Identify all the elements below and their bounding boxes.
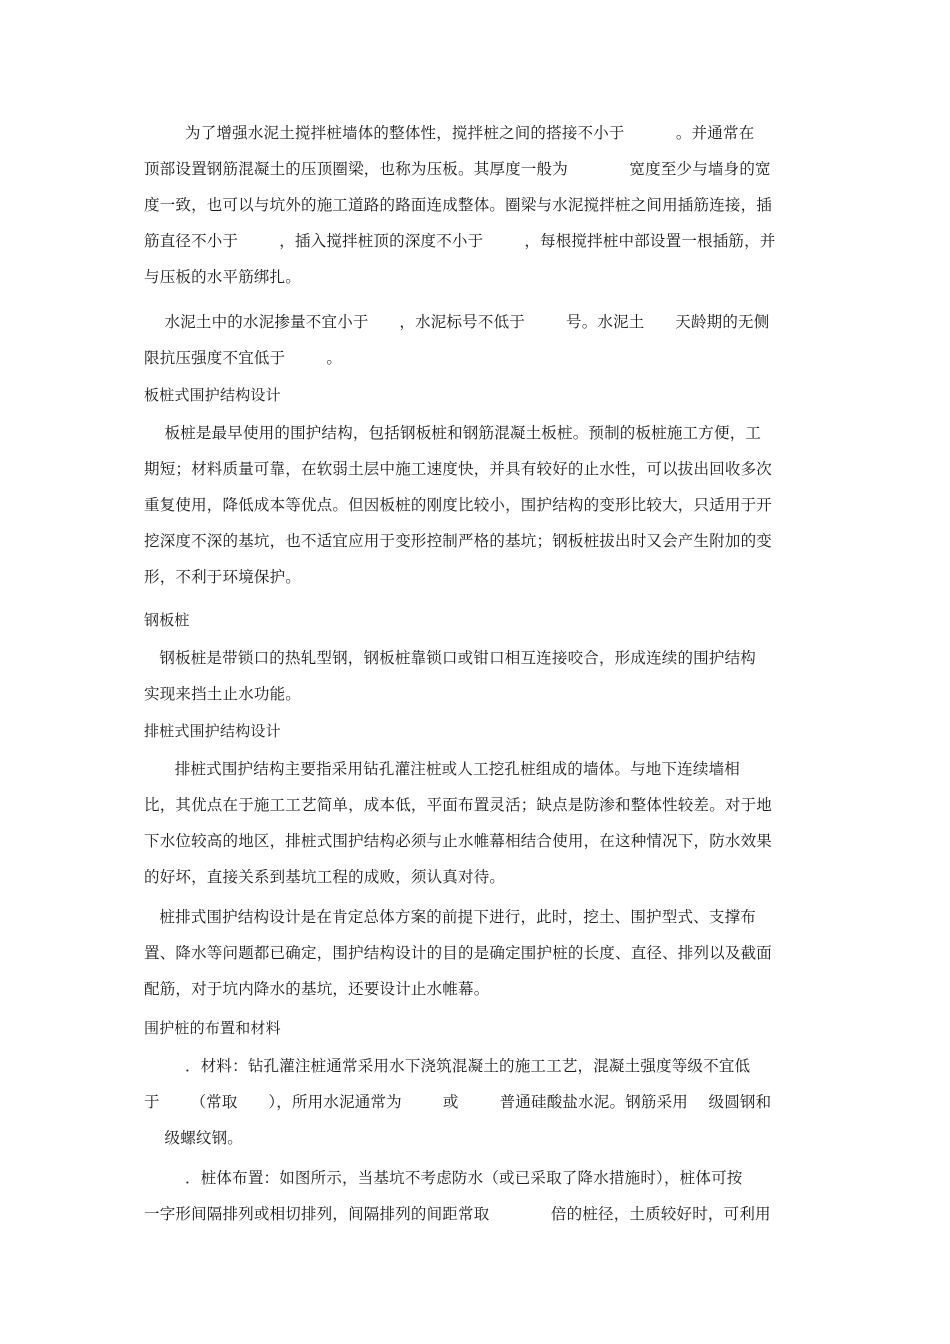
section-heading: 排桩式围护结构设计 xyxy=(144,722,281,740)
paragraph-line: 为了增强水泥土搅拌桩墙体的整体性，搅拌桩之间的搭接不小于 。并通常在 xyxy=(144,124,755,142)
paragraph-line: 挖深度不深的基坑，也不适宜应用于变形控制严格的基坑；钢板桩拔出时又会产生附加的变 xyxy=(144,532,773,550)
paragraph-line: 于 （常取 ），所用水泥通常为 或 普通硅酸盐水泥。钢筋采用 级圆钢和 xyxy=(144,1093,772,1111)
paragraph-line: 实现来挡土止水功能。 xyxy=(144,685,302,703)
paragraph-line: 钢板桩是带锁口的热轧型钢，钢板桩靠锁口或钳口相互连接咬合，形成连续的围护结构 xyxy=(144,649,756,667)
section-heading: 板桩式围护结构设计 xyxy=(144,386,281,404)
paragraph-line: 期短；材料质量可靠，在软弱土层中施工速度快，并具有较好的止水性，可以拔出回收多次 xyxy=(144,460,773,478)
paragraph-line: 配筋，对于坑内降水的基坑，还要设计止水帷幕。 xyxy=(144,980,490,998)
paragraph-line: 的好坏，直接关系到基坑工程的成败，须认真对待。 xyxy=(144,868,506,886)
paragraph-line: 形，不利于环境保护。 xyxy=(144,568,302,586)
paragraph-line: 置、降水等问题都已确定，围护结构设计的目的是确定围护桩的长度、直径、排列以及截面 xyxy=(144,944,773,962)
paragraph-line: 筋直径不小于 ，插入搅拌桩顶的深度不小于 ，每根搅拌桩中部设置一根插筋，并 xyxy=(144,232,776,250)
paragraph-line: 比，其优点在于施工工艺简单，成本低，平面布置灵活；缺点是防渗和整体性较差。对于地 xyxy=(144,796,773,814)
paragraph-line: 重复使用，降低成本等优点。但因板桩的刚度比较小，围护结构的变形比较大，只适用于开 xyxy=(144,496,773,514)
paragraph-line: 水泥土中的水泥掺量不宜小于 ，水泥标号不低于 号。水泥土 天龄期的无侧 xyxy=(144,313,770,331)
paragraph-line: 顶部设置钢筋混凝土的压顶圈梁，也称为压板。其厚度一般为 宽度至少与墙身的宽 xyxy=(144,160,771,178)
section-heading: 钢板桩 xyxy=(144,611,190,629)
paragraph-line: 桩排式围护结构设计是在肯定总体方案的前提下进行，此时，挖土、围护型式、支撑布 xyxy=(144,908,756,926)
paragraph-line: 与压板的水平筋绑扎。 xyxy=(144,268,302,286)
paragraph-line: 排桩式围护结构主要指采用钻孔灌注桩或人工挖孔桩组成的墙体。与地下连续墙相 xyxy=(144,760,740,778)
paragraph-line: 一字形间隔排列或相切排列，间隔排列的间距常取 倍的桩径，土质较好时，可利用 xyxy=(144,1205,771,1223)
paragraph-line: 度一致，也可以与坑外的施工道路的路面连成整体。圈梁与水泥搅拌桩之间用插筋连接，插 xyxy=(144,196,773,214)
paragraph-line: ．材料：钻孔灌注桩通常采用水下浇筑混凝土的施工工艺，混凝土强度等级不宜低 xyxy=(144,1057,751,1075)
paragraph-line: 板桩是最早使用的围护结构，包括钢板桩和钢筋混凝土板桩。预制的板桩施工方便，工 xyxy=(144,424,762,442)
section-heading: 围护桩的布置和材料 xyxy=(144,1019,281,1037)
paragraph-line: 下水位较高的地区，排桩式围护结构必须与止水帷幕相结合使用，在这种情况下，防水效果 xyxy=(144,832,773,850)
paragraph-line: 级螺纹钢。 xyxy=(144,1129,244,1147)
paragraph-line: 限抗压强度不宜低于 。 xyxy=(144,349,343,367)
paragraph-line: ．桩体布置：如图所示，当基坑不考虑防水（或已采取了降水措施时），桩体可按 xyxy=(144,1169,743,1187)
